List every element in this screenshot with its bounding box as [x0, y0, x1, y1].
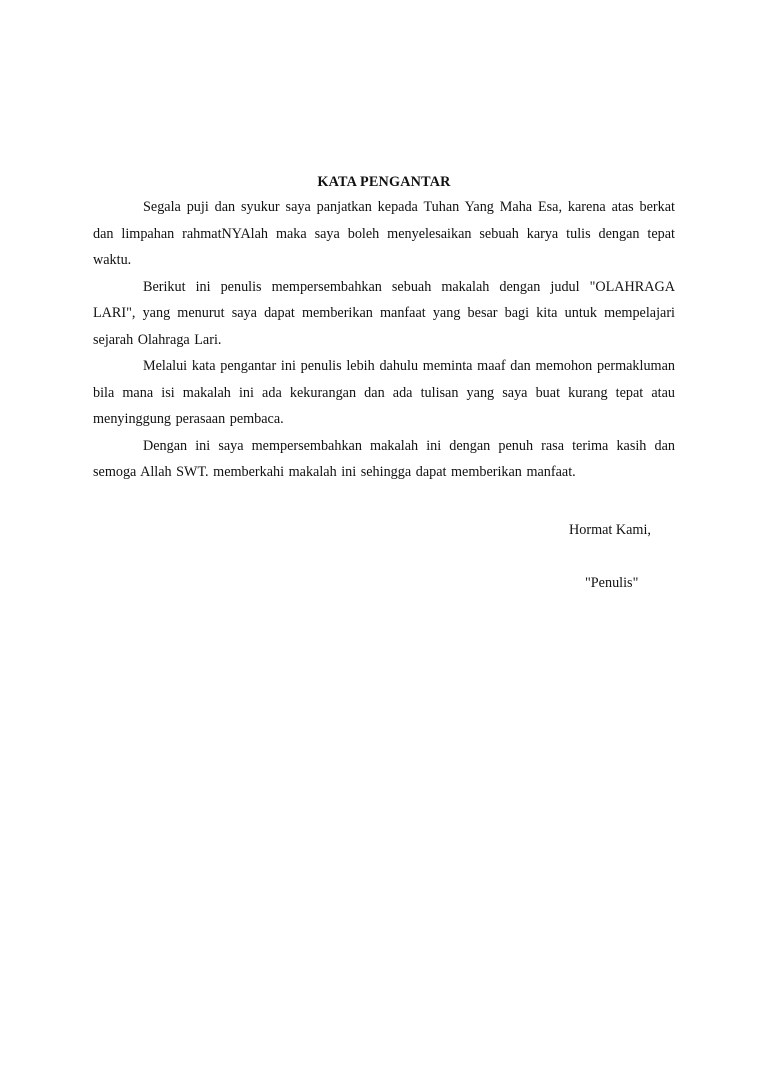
paragraph-2: Berikut ini penulis mempersembahkan sebuah makalah dengan judul "OLAHRAGA LARI", yang menurut saya dapat memberikan manfaat yang besar bagi kita untuk mempelajari sejarah Olahraga Lari.	[93, 278, 675, 348]
paragraph-3: Melalui kata pengantar ini penulis lebih dahulu meminta maaf dan memohon permakluman bila mana isi makalah ini ada kekurangan dan ada tulisan yang saya buat kurang tepat atau menyinggung perasaan pembaca.	[93, 358, 675, 427]
author-signature: "Penulis"	[585, 575, 639, 591]
paragraph-4: Dengan ini saya mempersembahkan makalah ini dengan penuh rasa terima kasih dan semoga Allah SWT. memberkahi makalah ini sehingga dapat memberikan manfaat.	[93, 437, 675, 480]
document-body	[93, 172, 675, 486]
closing-regards: Hormat Kami,	[569, 522, 651, 538]
page-title: KATA PENGANTAR	[317, 174, 451, 190]
paragraph-1: Segala puji dan syukur saya panjatkan kepada Tuhan Yang Maha Esa, karena atas berkat dan limpahan rahmatNYAlah maka saya boleh menyelesaikan sebuah karya tulis dengan tepat waktu.	[93, 199, 675, 268]
